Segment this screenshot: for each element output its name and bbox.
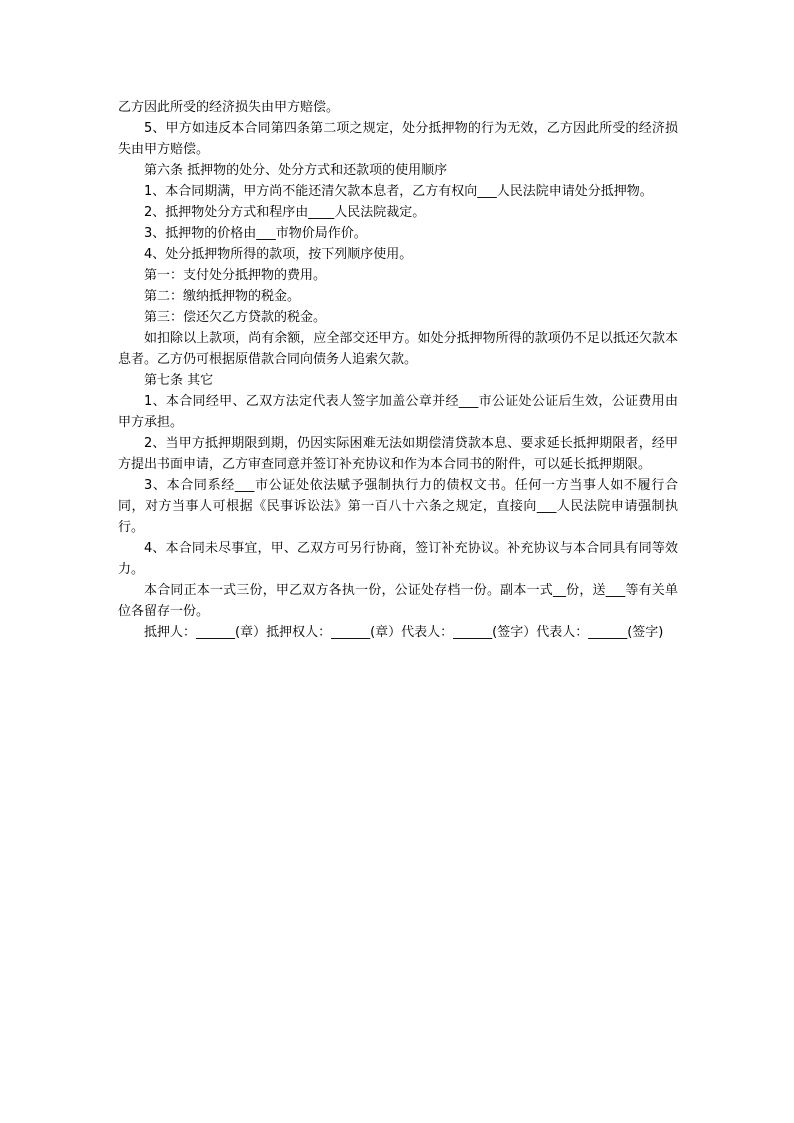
article-6-item-1: 1、本合同期满，甲方尚不能还清欠款本息者，乙方有权向___人民法院申请处分抵押物。 — [144, 184, 653, 199]
article-7-item-1: 1、本合同经甲、乙双方法定代表人签字加盖公章并经___市公证处公证后生效，公证费用由甲方承担。 — [118, 394, 678, 430]
order-first: 第一：支付处分抵押物的费用。 — [144, 268, 327, 283]
article-7-heading: 第七条 其它 — [144, 373, 214, 388]
order-third: 第三：偿还欠乙方贷款的税金。 — [144, 310, 327, 325]
article-7-item-2: 2、当甲方抵押期限到期，仍因实际困难无法如期偿清贷款本息、要求延长抵押期限者，经甲方提出书面申请，乙方审查同意并签订补充协议和作为本合同书的附件，可以延长抵押期限。 — [118, 436, 678, 472]
paragraph-continuation: 乙方因此所受的经济损失由甲方赔偿。 — [118, 100, 340, 115]
article-6-item-2: 2、抵押物处分方式和程序由____人民法院裁定。 — [144, 205, 426, 220]
clause-5-paragraph: 5、甲方如违反本合同第四条第二项之规定，处分抵押物的行为无效，乙方因此所受的经济损失由甲方赔偿。 — [118, 121, 678, 157]
order-second: 第二：缴纳抵押物的税金。 — [144, 289, 301, 304]
article-6-heading: 第六条 抵押物的处分、处分方式和还款项的使用顺序 — [144, 163, 448, 178]
signature-line: 抵押人：______(章）抵押权人：______(章）代表人：______(签字）代表人：______(签字) — [144, 625, 664, 640]
article-7-item-4: 4、本合同未尽事宜，甲、乙双方可另行协商，签订补充协议。补充协议与本合同具有同等效力。 — [118, 541, 678, 577]
article-7-item-3: 3、本合同系经___市公证处依法赋予强制执行力的债权文书。任何一方当事人如不履行合同，对方当事人可根据《民事诉讼法》第一百八十六条之规定，直接向___人民法院申请强制执行。 — [118, 478, 678, 535]
copies-paragraph: 本合同正本一式三份，甲乙双方各执一份，公证处存档一份。副本一式__份，送___等有关单位各留存一份。 — [118, 583, 678, 619]
article-6-item-3: 3、抵押物的价格由___市物价局作价。 — [144, 226, 367, 241]
article-6-item-4: 4、处分抵押物所得的款项，按下列顺序使用。 — [144, 247, 413, 262]
remaining-balance-paragraph: 如扣除以上款项，尚有余额，应全部交还甲方。如处分抵押物所得的款项仍不足以抵还欠款本息者。乙方仍可根据原借款合同向债务人追索欠款。 — [118, 331, 678, 367]
document-page — [118, 97, 678, 643]
